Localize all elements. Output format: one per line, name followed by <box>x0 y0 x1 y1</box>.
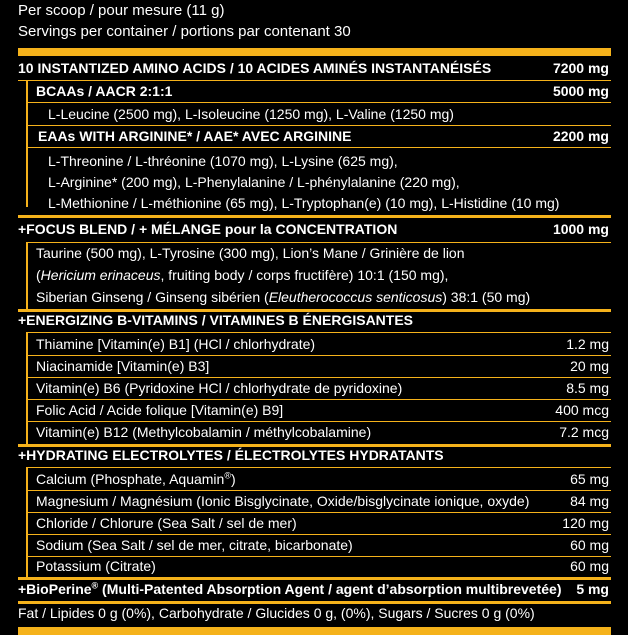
electrolyte-row: Chloride / Chlorure (Sea Salt / sel de mer) 120 mg <box>36 515 609 531</box>
vitamin-row: Vitamin(e) B12 (Methylcobalamin / méthylcobalamine) 7.2 mcg <box>36 424 609 440</box>
hericium-name: Hericium erinaceus <box>40 267 161 283</box>
vitamin-row: Folic Acid / Acide folique [Vitamin(e) B9] 400 mcg <box>36 402 609 418</box>
bcaa-label: BCAAs / AACR 2:1:1 <box>36 83 173 99</box>
electrolyte-row: Magnesium / Magnésium (Ionic Bisglycinate, Oxide/bisglycinate ionique, oxyde) 84 mg <box>36 493 609 509</box>
calcium-label: Calcium (Phosphate, Aquamin®) <box>36 470 236 487</box>
eaa-line-3: L-Methionine / L-méthionine (65 mg), L-Tryptophan(e) (10 mg), L-Histidine (10 mg) <box>48 195 560 211</box>
bcaa-row <box>18 81 611 102</box>
amino-acids-amount: 7200 mg <box>552 60 609 76</box>
electrolyte-row: Calcium (Phosphate, Aquamin®) 65 mg <box>18 469 611 490</box>
amino-acids-row <box>18 58 611 79</box>
electrolyte-row: Sodium (Sea Salt / sel de mer, citrate, bicarbonate) 60 mg <box>36 537 609 553</box>
vitamins-row <box>18 310 611 331</box>
bioperine-row <box>18 579 611 600</box>
amino-acids-title: 10 INSTANTIZED AMINO ACIDS / 10 ACIDES AMINÉS INSTANTANÉISÉS <box>18 60 492 76</box>
section-divider <box>18 215 611 218</box>
divider <box>28 467 611 468</box>
vitamin-row: Vitamin(e) B6 (Pyridoxine HCl / chlorhydrate de pyridoxine) 8.5 mg <box>36 380 609 396</box>
vitamin-row: Thiamine [Vitamin(e) B1] (HCl / chlorhydrate) 1.2 mg <box>36 336 609 352</box>
electrolyte-row: Potassium (Citrate) 60 mg <box>36 558 609 574</box>
bcaa-list: L-Leucine (2500 mg), L-Isoleucine (1250 mg), L-Valine (1250 mg) <box>48 106 454 122</box>
servings-per-container: Servings per container / portions par contenant 30 <box>18 23 351 40</box>
vitamins-title: +ENERGIZING B-VITAMINS / VITAMINES B ÉNERGISANTES <box>18 312 414 328</box>
eaa-amount: 2200 mg <box>552 128 609 144</box>
thick-divider-top <box>18 48 611 56</box>
footer-text: Fat / Lipides 0 g (0%), Carbohydrate / Glucides 0 g, (0%), Sugars / Sucres 0 g (0%) <box>18 605 535 621</box>
serving-info <box>18 0 618 42</box>
focus-blend-amount: 1000 mg <box>552 221 609 237</box>
thick-divider-bottom <box>18 627 611 635</box>
eleutherococcus-name: Eleutherococcus senticosus <box>268 289 443 305</box>
eaa-line-1: L-Threonine / L-thréonine (1070 mg), L-Lysine (625 mg), <box>48 153 398 169</box>
per-scoop: Per scoop / pour mesure (11 g) <box>18 2 225 19</box>
focus-blend-title: +FOCUS BLEND / + MÉLANGE pour la CONCENTRATION <box>18 221 398 237</box>
footer-row <box>18 603 611 624</box>
divider <box>28 102 611 103</box>
eaa-row <box>18 126 611 147</box>
vitamin-row: Niacinamide [Vitamin(e) B3] 20 mg <box>36 358 609 374</box>
focus-blend-row <box>18 219 611 240</box>
bioperine-amount: 5 mg <box>576 581 609 597</box>
divider <box>28 332 611 333</box>
eaa-label: EAAs WITH ARGININE* / AAE* AVEC ARGININE <box>38 128 352 144</box>
focus-line-1: Taurine (500 mg), L-Tyrosine (300 mg), Lion’s Mane / Grinière de lion <box>36 245 465 261</box>
electrolytes-row <box>18 445 611 466</box>
electrolytes-title: +HYDRATING ELECTROLYTES / ÉLECTROLYTES HYDRATANTS <box>18 447 444 463</box>
indent-bar <box>26 242 28 309</box>
bioperine-label: +BioPerine® (Multi-Patented Absorption Agent / agent d’absorption multibrevetée) <box>18 580 562 597</box>
focus-line-3: Siberian Ginseng / Ginseng sibérien (Eleutherococcus senticosus) 38:1 (50 mg) <box>36 289 531 305</box>
bcaa-amount: 5000 mg <box>552 83 609 99</box>
eaa-line-2: L-Arginine* (200 mg), L-Phenylalanine / L-phénylalanine (220 mg), <box>48 174 460 190</box>
focus-line-2: (Hericium erinaceus, fruiting body / corps fructifère) 10:1 (150 mg), <box>36 267 449 283</box>
divider <box>28 147 611 148</box>
